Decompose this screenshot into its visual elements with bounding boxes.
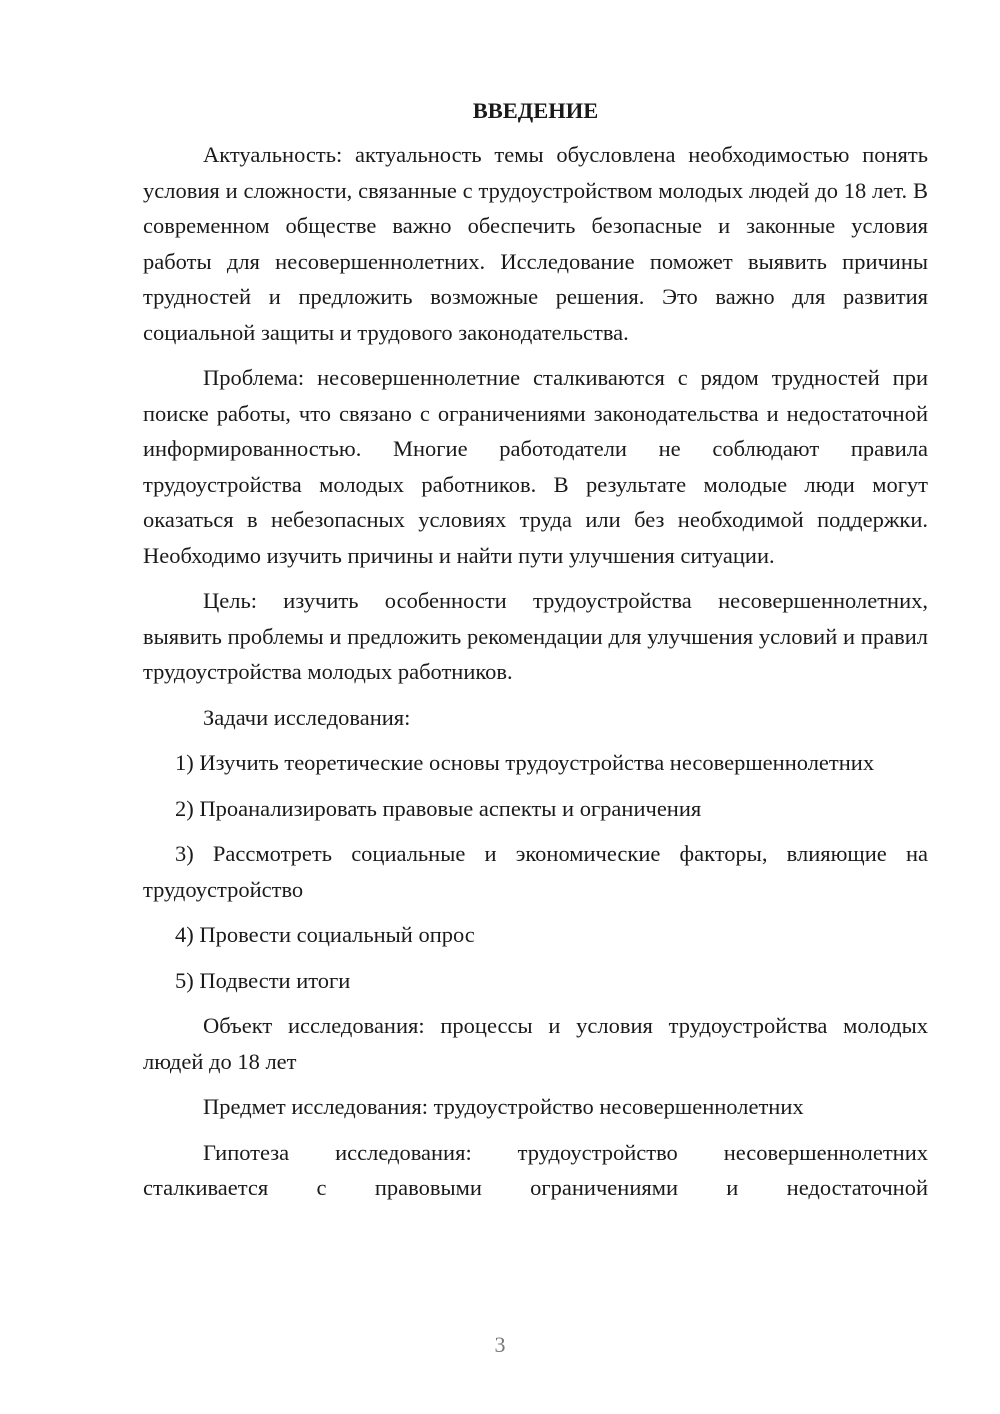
page-number: 3 <box>494 1332 506 1357</box>
list-item-task-5: 5) Подвести итоги <box>175 967 351 993</box>
paragraph-object: Объект исследования: процессы и условия трудоустройства молодых людей до 18 лет <box>143 1013 928 1074</box>
paragraph-subject: Предмет исследования: трудоустройство несовершеннолетних <box>203 1094 804 1119</box>
page-content <box>143 92 928 1216</box>
section-title: ВВЕДЕНИЕ <box>472 98 599 123</box>
list-item-task-1: 1) Изучить теоретические основы трудоустройства несовершеннолетних <box>175 750 875 775</box>
list-item-task-2: 2) Проанализировать правовые аспекты и ограничения <box>175 795 702 821</box>
paragraph-tasks-heading: Задачи исследования: <box>203 704 411 730</box>
paragraph-hypothesis: Гипотеза исследования: трудоустройство несовершеннолетних сталкивается с правовыми ограничениями и недостаточной <box>143 1139 928 1200</box>
paragraph-goal: Цель: изучить особенности трудоустройства несовершеннолетних, выявить проблемы и предложить рекомендации для улучшения условий и правил трудоустройства молодых работников. <box>143 588 928 684</box>
paragraph-problem: Проблема: несовершеннолетние сталкиваются с рядом трудностей при поиске работы, что связано с ограничениями законодательства и недостаточной информированностью. Многие работодатели не соблюдают правила трудоустройства молодых работников. В результате молодые люди могут оказаться в небезопасных условиях труда или без необходимой поддержки. Необходимо изучить причины и найти пути улучшения ситуации. <box>143 365 928 568</box>
list-item-task-3: 3) Рассмотреть социальные и экономические факторы, влияющие на трудоустройство <box>143 841 928 902</box>
paragraph-relevance: Актуальность: актуальность темы обусловлена необходимостью понять условия и сложности, связанные с трудоустройством молодых людей до 18 лет. В современном обществе важно обеспечить безопасные и законные условия работы для несовершеннолетних. Исследование поможет выявить причины трудностей и предложить возможные решения. Это важно для развития социальной защиты и трудового законодательства. <box>143 142 928 345</box>
list-item-task-4: 4) Провести социальный опрос <box>175 922 475 947</box>
